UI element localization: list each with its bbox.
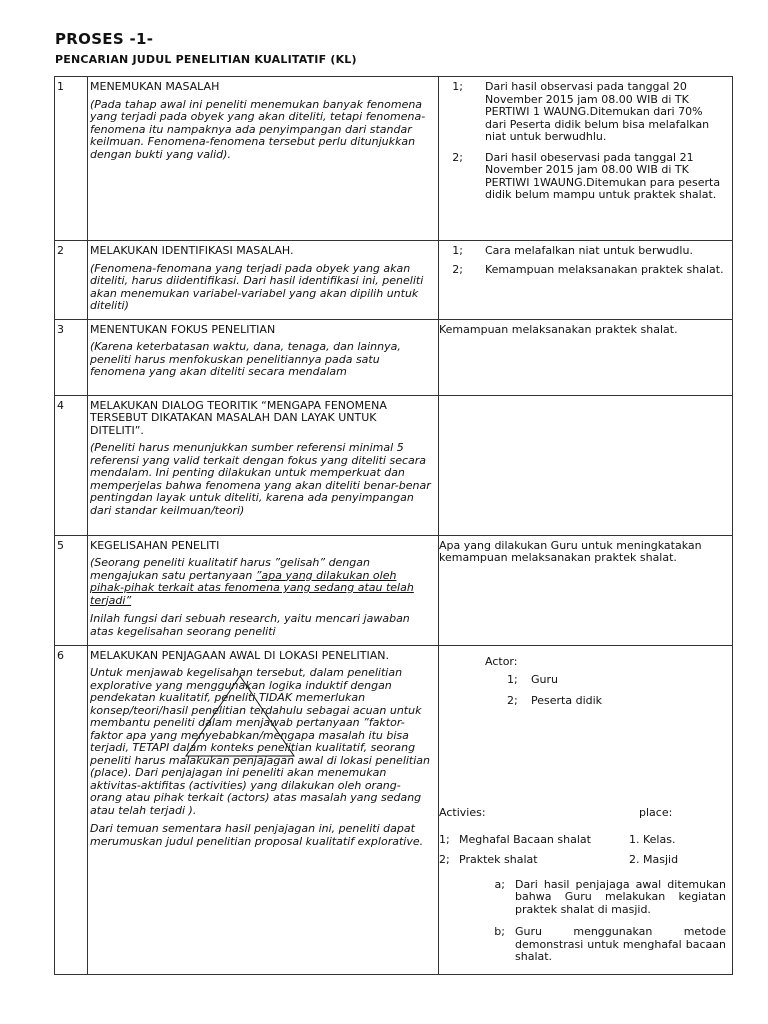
- row-number: 2: [55, 241, 88, 320]
- finding-cell: [439, 77, 733, 241]
- row-number: 3: [55, 319, 88, 395]
- place-label: place:: [639, 806, 673, 819]
- actor-label: Actor:: [485, 654, 518, 668]
- list-item: [481, 926, 726, 964]
- finding-cell: [439, 395, 733, 535]
- item-number: 2;: [452, 150, 463, 164]
- item-number: a;: [494, 877, 505, 891]
- step-heading: MELAKUKAN IDENTIFIKASI MASALAH.: [90, 244, 294, 257]
- item-number: 1;: [507, 673, 518, 686]
- step-cell: [88, 77, 439, 241]
- list-item: [481, 879, 726, 917]
- table-row: [55, 77, 733, 241]
- step-cell: [88, 241, 439, 320]
- place-text: 1. Kelas.: [629, 832, 676, 846]
- finding-cell: [439, 319, 733, 395]
- list-item: [439, 245, 726, 258]
- item-text: Guru menggunakan metode demonstrasi untuk menghafal bacaan shalat.: [515, 925, 726, 963]
- place-text: 2. Masjid: [629, 853, 679, 866]
- step-description: [90, 557, 432, 607]
- step-heading: MELAKUKAN DIALOG TEORITIK “MENGAPA FENOMENA TERSEBUT DIKATAKAN MASALAH DAN LAYAK UNTUK DITELITI”.: [90, 398, 387, 437]
- step-description-extra: Inilah fungsi dari sebuah research, yaitu mencari jawaban atas kegelisahan seorang peneliti: [90, 612, 410, 638]
- list-item: [439, 81, 726, 144]
- step-description-extra: Dari temuan sementara hasil penjajagan ini, peneliti dapat merumuskan judul penelitian proposal kualitatif explorative.: [90, 822, 424, 848]
- process-table: [54, 76, 733, 975]
- item-number: 2;: [439, 853, 450, 866]
- list-item: [507, 695, 726, 708]
- item-text: Dari hasil observasi pada tanggal 20 November 2015 jam 08.00 WIB di TK PERTIWI 1 WAUNG.Ditemukan dari 70% dari Peserta didik belum bisa melafalkan niat untuk berwudhlu.: [485, 80, 710, 143]
- finding-cell: [439, 645, 733, 974]
- finding-cell: [439, 535, 733, 645]
- activity-text: Meghafal Bacaan shalat: [459, 832, 591, 846]
- item-number: 1;: [452, 80, 463, 93]
- table-row: [55, 645, 733, 974]
- step-cell: [88, 645, 439, 974]
- list-item: [507, 674, 726, 687]
- item-number: 2;: [452, 262, 463, 276]
- step-description: Untuk menjawab kegelisahan tersebut, dalam penelitian explorative yang menggunakan logika induktif dengan pendekatan kualitatif, peneliti TIDAK memerlukan konsep/teori/hasil penelitian terdahulu sebagai acuan untuk membantu peneliti dalam menjawab pertanyaan ”faktor-faktor apa yang menyebabkan/mengapa masalah itu bisa terjadi, TETAPI dalam konteks penelitian kualitatif, seorang peneliti harus malakukan penjajagan awal di lokasi penelitian (place). Dari penjajagan ini peneliti akan menemukan aktivitas-aktifitas (activities) yang dilakukan oleh orang-orang atau pihak terkait (actors) atas masalah yang sedang atau telah terjadi ).: [90, 666, 431, 817]
- list-item: [439, 152, 726, 202]
- row-number: 5: [55, 535, 88, 645]
- finding-text: Kemampuan melaksanakan praktek shalat.: [439, 322, 678, 336]
- item-text: Kemampuan melaksanakan praktek shalat.: [485, 262, 724, 276]
- step-description: (Peneliti harus menunjukkan sumber referensi minimal 5 referensi yang valid terkait dengan fokus yang diteliti secara mendalam. Ini penting dilakukan untuk memperkuat dan memperjelas bahwa fenomena yang akan diteliti benar-benar pentingdan layak untuk diteliti, karena ada penyimpangan dari standar keilmuan/teori): [90, 441, 431, 517]
- activity-header: [439, 807, 726, 820]
- item-text: Dari hasil penjajaga awal ditemukan bahwa Guru melakukan kegiatan praktek shalat di masjid.: [515, 877, 726, 916]
- table-row: [55, 319, 733, 395]
- page-title: PROSES -1-: [55, 30, 154, 48]
- description-text: (Seorang peneliti kualitatif harus ”gelisah” dengan mengajukan satu pertanyaan: [90, 556, 370, 582]
- question-text: ”apa yang dilakukan oleh pihak-pihak terkait atas fenomena yang sedang atau telah terjadi”: [90, 568, 414, 607]
- step-heading: MENENTUKAN FOKUS PENELITIAN: [90, 322, 276, 336]
- row-number: 6: [55, 645, 88, 974]
- activities-label: Activies:: [439, 806, 486, 819]
- item-text: Dari hasil obeservasi pada tanggal 21 November 2015 jam 08.00 WIB di TK PERTIWI 1WAUNG.Ditemukan para peserta didik belum mampu untuk praktek shalat.: [485, 150, 721, 201]
- item-number: 2;: [507, 693, 518, 707]
- table-row: [55, 241, 733, 320]
- item-text: Cara melafalkan niat untuk berwudlu.: [485, 244, 693, 257]
- step-cell: [88, 535, 439, 645]
- row-number: 1: [55, 77, 88, 241]
- item-text: Guru: [531, 673, 558, 686]
- description-wrap: [90, 667, 432, 817]
- item-number: 1;: [452, 244, 463, 257]
- activity-row: [439, 834, 726, 847]
- page-subtitle: PENCARIAN JUDUL PENELITIAN KUALITATIF (KL): [55, 53, 357, 66]
- activity-text: Praktek shalat: [459, 853, 538, 866]
- table-row: [55, 395, 733, 535]
- finding-cell: [439, 241, 733, 320]
- item-text: Peserta didik: [531, 693, 603, 707]
- step-cell: [88, 395, 439, 535]
- step-description: (Pada tahap awal ini peneliti menemukan banyak fenomena yang terjadi pada obyek yang akan diteliti, tetapi fenomena-fenomena itu nampaknya ada penyimpangan dari standar keilmuan. Fenomena-fenomena tersebut perlu ditunjukkan dengan bukti yang valid).: [90, 97, 426, 161]
- item-number: 1;: [439, 832, 450, 846]
- activity-row: [439, 854, 726, 867]
- step-description: (Karena keterbatasan waktu, dana, tenaga, dan lainnya, peneliti harus menfokuskan penelitiannya pada satu fenomena yang akan diteliti secara mendalam: [90, 340, 401, 378]
- step-heading: MELAKUKAN PENJAGAAN AWAL DI LOKASI PENELITIAN.: [90, 648, 389, 662]
- step-heading: MENEMUKAN MASALAH: [90, 80, 220, 93]
- step-cell: [88, 319, 439, 395]
- row-number: 4: [55, 395, 88, 535]
- table-row: [55, 535, 733, 645]
- finding-text: Apa yang dilakukan Guru untuk meningkatakan kemampuan melaksanakan praktek shalat.: [439, 538, 702, 564]
- item-number: b;: [494, 925, 505, 938]
- step-description: (Fenomena-fenomana yang terjadi pada obyek yang akan diteliti, harus diidentifikasi. Dari hasil identifikasi ini, peneliti akan menemukan variabel-variabel yang akan dipilih untuk diteliti): [90, 261, 424, 312]
- list-item: [439, 264, 726, 277]
- step-heading: KEGELISAHAN PENELITI: [90, 538, 220, 552]
